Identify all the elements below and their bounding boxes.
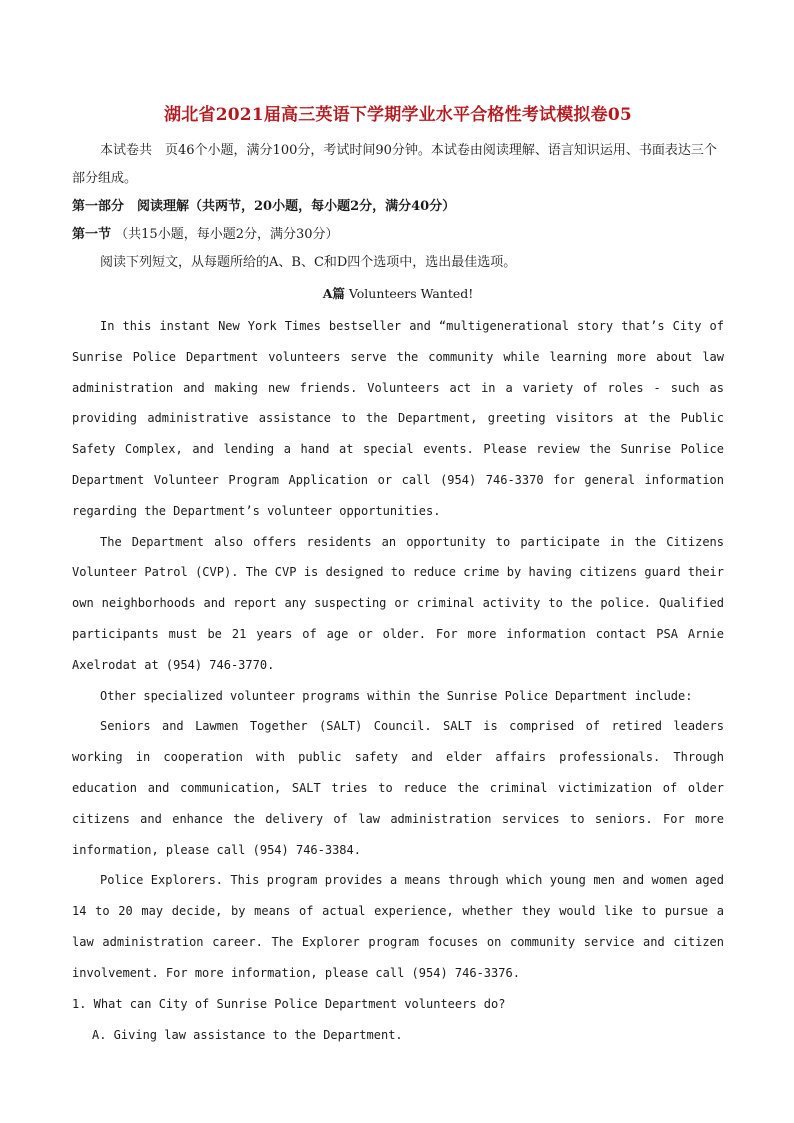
passage-title: Volunteers Wanted! bbox=[348, 286, 474, 301]
part1-heading: 第一部分 阅读理解（共两节，20小题，每小题2分，满分40分） bbox=[72, 199, 456, 214]
passage-paragraph: The Department also offers residents an opportunity to participate in the Citizens Volunteer Patrol (CVP). The CVP is designed to reduce crime by having citizens guard their own neighborhoods and report any suspecting or criminal activity to the police. Qualified participants must be 21 years of age or older. For more information contact PSA Arnie Axelrodat at (954) 746-3770. bbox=[72, 534, 724, 672]
passage-heading bbox=[72, 281, 724, 307]
document-title: 湖北省2021届高三英语下学期学业水平合格性考试模拟卷05 bbox=[164, 105, 632, 125]
passage-paragraph: Seniors and Lawmen Together (SALT) Council. SALT is comprised of retired leaders working in cooperation with public safety and elder affairs professionals. Through education and communication, SALT tries to reduce the criminal victimization of older citizens and enhance the delivery of law administration services to seniors. For more information, please call (954) 746-3384. bbox=[72, 719, 724, 857]
question-1-option-a: A. Giving law assistance to the Department. bbox=[92, 1027, 403, 1042]
exam-intro: 本试卷共 页46个小题，满分100分，考试时间90分钟。本试卷由阅读理解、语言知识运用、书面表达三个部分组成。 bbox=[72, 143, 717, 186]
question-1: 1. What can City of Sunrise Police Department volunteers do? bbox=[72, 996, 506, 1011]
passage-paragraph: Other specialized volunteer programs within the Sunrise Police Department include: bbox=[100, 688, 693, 703]
section1-description: （共15小题，每小题2分，满分30分） bbox=[115, 227, 339, 242]
passage-paragraph: Police Explorers. This program provides a means through which young men and women aged 14 to 20 may decide, by means of actual experience, whether they would like to pursue a law administration career. The Explorer program focuses on community service and citizen involvement. For more information, please call (954) 746-3376. bbox=[72, 873, 724, 980]
document-page bbox=[72, 100, 724, 1051]
passage-paragraph: In this instant New York Times bestseller and “multigenerational story that’s City of Sunrise Police Department volunteers serve the community while learning more about law administration and making new friends. Volunteers act in a variety of roles - such as providing administrative assistance to the Department, greeting visitors at the Public Safety Complex, and lending a hand at special events. Please review the Sunrise Police Department Volunteer Program Application or call (954) 746-3370 for general information regarding the Department’s volunteer opportunities. bbox=[72, 319, 724, 518]
section1-label: 第一节 bbox=[72, 227, 112, 242]
section1-heading bbox=[72, 221, 724, 249]
reading-instruction: 阅读下列短文，从每题所给的A、B、C和D四个选项中，选出最佳选项。 bbox=[100, 255, 517, 270]
passage-label: A篇 bbox=[322, 286, 345, 301]
